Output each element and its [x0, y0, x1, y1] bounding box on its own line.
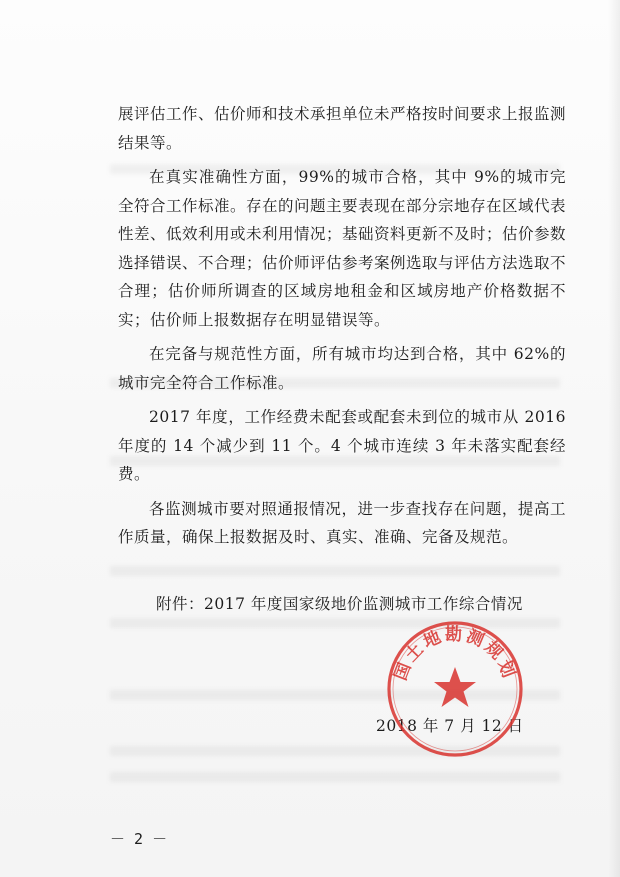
paragraph-1: 展评估工作、估价师和技术承担单位未严格按时间要求上报监测结果等。 [118, 105, 567, 152]
bleed-through [110, 566, 560, 576]
scan-shadow [608, 0, 620, 877]
page-number: － 2 － [110, 830, 168, 848]
svg-text:国土地勘测规划: 国土地勘测规划 [390, 625, 520, 684]
paragraph-4: 2017 年度，工作经费未配套或配套未到位的城市从 2016 年度的 14 个减少到 11 个。4 个城市连续 3 年未落实配套经费。 [118, 408, 566, 483]
bleed-through [110, 772, 560, 782]
paragraph-2: 在真实准确性方面，99%的城市合格，其中 9%的城市完全符合工作标准。存在的问题主要表现在部分宗地存在区域代表性差、低效利用或未利用情况；基础资料更新不及时；估价参数选择错误、不合理；估价师评估参考案例选取与评估方法选取不合理；估价师所调查的区域房地租金和区域房地产价格数据不实；估价师上报数据存在明显错误等。 [118, 168, 567, 329]
star-icon [434, 667, 476, 707]
paragraph-5: 各监测城市要对照通报情况，进一步查找存在问题，提高工作质量，确保上报数据及时、真实、准确、完备及规范。 [118, 499, 566, 546]
body-text [118, 100, 566, 552]
issue-date: 2018 年 7 月 12 日 [376, 717, 524, 735]
attachment-line: 附件：2017 年度国家级地价监测城市工作综合情况 [156, 595, 523, 613]
official-seal-stamp [384, 618, 526, 760]
paragraph-3: 在完备与规范性方面，所有城市均达到合格，其中 62%的城市完全符合工作标准。 [118, 345, 566, 392]
